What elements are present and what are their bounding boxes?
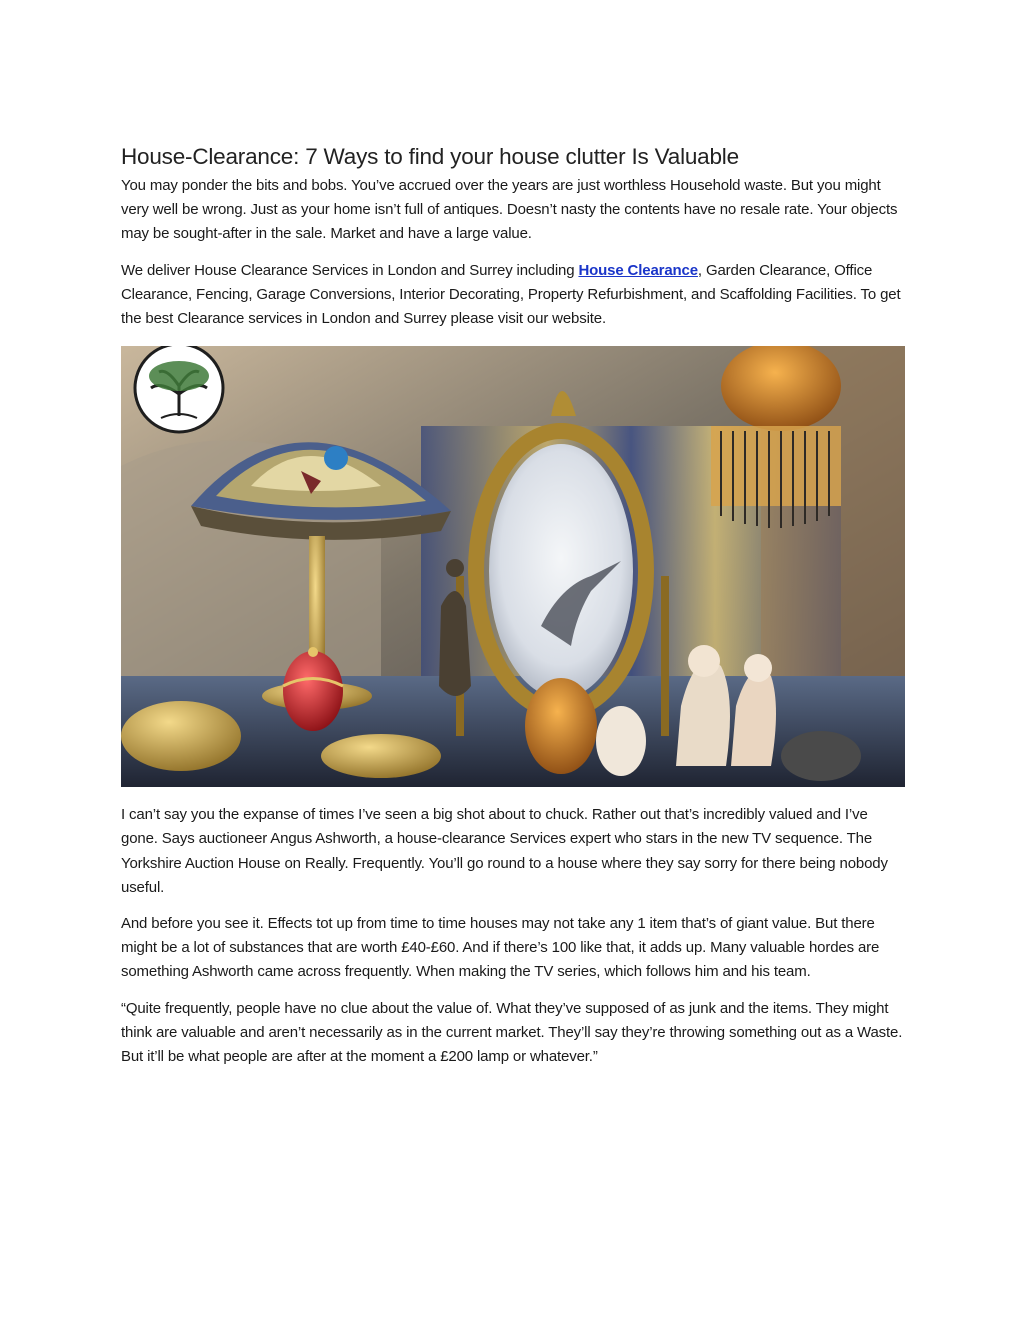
services-text-after: , Garden Clearance, Office Clearance, Fencing, Garage Conversions, Interior Decorating, Property Refurbishment, and Scaffolding Facilities. To get the best Clearance services in London and Surrey please visit our website. <box>121 261 901 328</box>
antiques-photo <box>121 346 905 787</box>
intro-paragraph: You may ponder the bits and bobs. You’ve accrued over the years are just worthless Household waste. But you might very well be wrong. Just as your home isn’t full of antiques. Doesn’t nasty the contents have no resale rate. Your objects may be sought-after in the sale. Market and have a large value. <box>121 177 898 243</box>
house-clearance-link[interactable]: House Clearance <box>578 261 698 279</box>
paragraph-2: And before you see it. Effects tot up from time to time houses may not take any 1 item that’s of giant value. But there might be a lot of substances that are worth £40-£60. And if there’s 100 like that, it adds up. Many valuable hordes are something Ashworth came across frequently. When making the TV series, which follows him and his team. <box>121 915 880 981</box>
services-paragraph <box>121 259 907 332</box>
paragraph-3: “Quite frequently, people have no clue about the value of. What they’ve supposed of as junk and the items. They might think are valuable and aren’t necessarily as in the current market. They’ll say they’re throwing something out as a Waste. But it’ll be what people are after at the moment a £200 lamp or whatever.” <box>121 999 903 1066</box>
article <box>121 140 907 1081</box>
services-text-before: We deliver House Clearance Services in London and Surrey including <box>121 261 579 279</box>
paragraph-1: I can’t say you the expanse of times I’ve seen a big shot about to chuck. Rather out that’s incredibly valued and I’ve gone. Says auctioneer Angus Ashworth, a house-clearance Services expert who stars in the new TV sequence. The Yorkshire Auction House on Really. Frequently. You’ll go round to a house where they say sorry for there being nobody useful. <box>121 806 888 896</box>
article-body <box>121 803 907 1069</box>
article-title: House-Clearance: 7 Ways to find your house clutter Is Valuable <box>121 144 739 169</box>
